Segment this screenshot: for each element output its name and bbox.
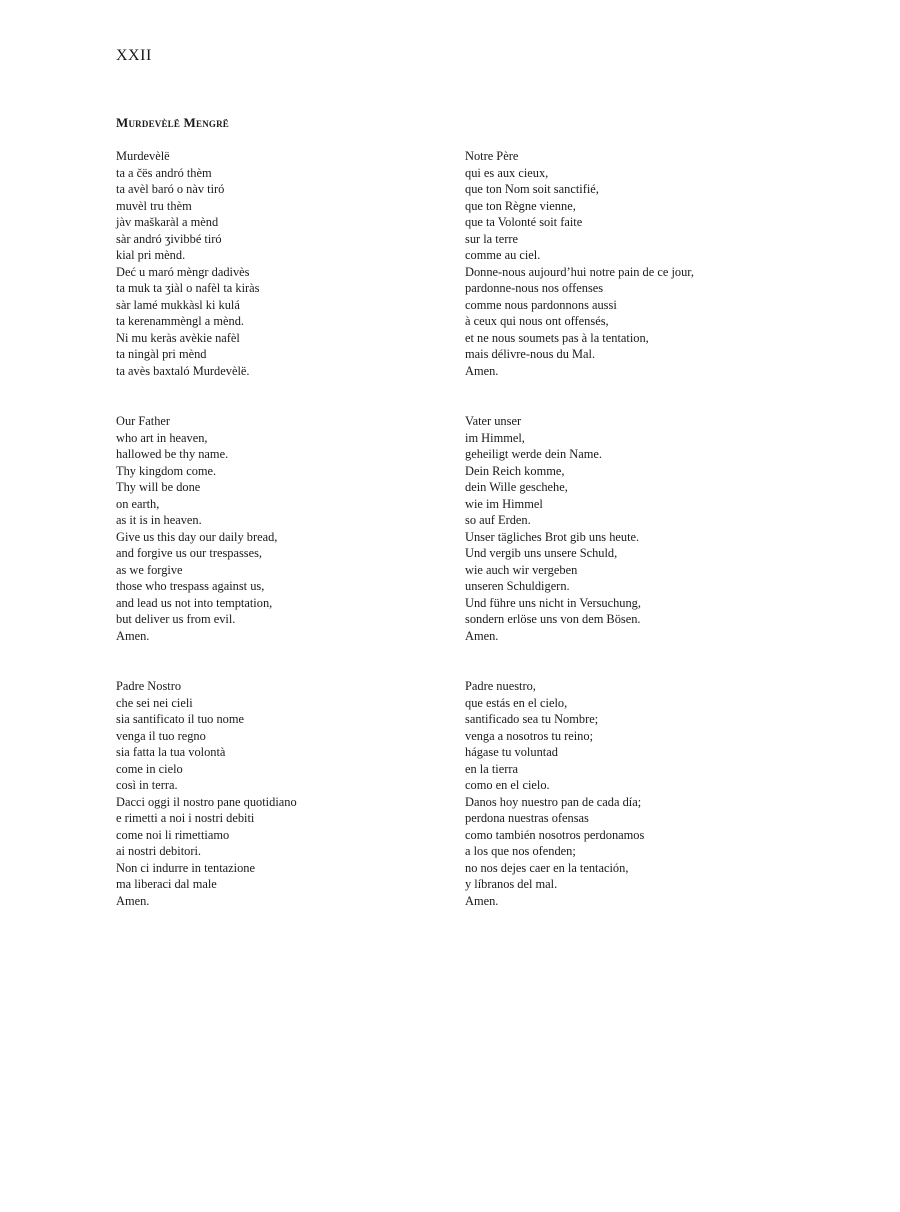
verse-line: ta muk ta ʒiàl o nafèl ta kiràs [116, 281, 260, 295]
verse-line: Our Father [116, 414, 171, 428]
prayer-block-italian [116, 678, 456, 909]
verse-line: Thy kingdom come. [116, 463, 217, 478]
verse-line: Unser tägliches Brot gib uns heute. [465, 529, 640, 544]
verse-line: que ton Règne vienne, [465, 198, 576, 213]
verse-line: à ceux qui nous ont offensés, [465, 314, 609, 328]
verse-line: en la tierra [465, 761, 518, 776]
verse-line: che sei nei cieli [116, 695, 193, 710]
verse-line: ma liberaci dal male [116, 877, 217, 891]
verse-line: sàr andró ʒivibbé tiró [116, 231, 222, 246]
verse-line: ta kerenammèngl a mènd. [116, 314, 244, 328]
verse-line: Deć u maró mèngr dadivès [116, 264, 250, 279]
verse-line: perdona nuestras ofensas [465, 811, 589, 825]
verse-line: Amen. [116, 893, 150, 908]
verse-line: que ta Volonté soit faite [465, 215, 583, 229]
prayer-block-romani [116, 148, 456, 379]
verse-line: venga a nosotros tu reino; [465, 728, 594, 743]
verse-line: e rimetti a noi i nostri debiti [116, 811, 255, 825]
verse-line: sur la terre [465, 231, 518, 246]
verse-line: qui es aux cieux, [465, 165, 549, 180]
verse-line: kial pri mènd. [116, 248, 186, 262]
section-heading: Murdevèlë Mengrë [116, 115, 230, 130]
verse-line: Padre nuestro, [465, 679, 536, 693]
prayer-block-english [116, 413, 456, 644]
verse-line: così in terra. [116, 778, 178, 792]
verse-line: hágase tu voluntad [465, 745, 558, 759]
verse-line: como en el cielo. [465, 778, 550, 792]
verse-line: hallowed be thy name. [116, 447, 229, 461]
verse-line: et ne nous soumets pas à la tentation, [465, 330, 649, 345]
verse-line: Murdevèlë [116, 149, 170, 163]
verse-line: come noi li rimettiamo [116, 827, 230, 842]
verse-line: y líbranos del mal. [465, 877, 558, 891]
verse-line: Und führe uns nicht in Versuchung, [465, 595, 641, 610]
verse-line: but deliver us from evil. [116, 612, 236, 626]
verse-line: Dacci oggi il nostro pane quotidiano [116, 794, 297, 809]
verse-line: Thy will be done [116, 480, 201, 494]
verse-line: mais délivre-nous du Mal. [465, 347, 596, 361]
verse-line: Amen. [465, 893, 499, 908]
verse-line: on earth, [116, 496, 160, 511]
prayer-block-spanish [465, 678, 805, 909]
verse-line: Ni mu keràs avèkie nafèl [116, 330, 240, 345]
prayer-block-french [465, 148, 805, 379]
verse-line: no nos dejes caer en la tentación, [465, 860, 629, 875]
verse-line: dein Wille geschehe, [465, 480, 568, 494]
prayer-block-german [465, 413, 805, 644]
verse-line: ta a čës andró thèm [116, 165, 212, 180]
verse-line: comme nous pardonnons aussi [465, 297, 617, 312]
page-number: XXII [116, 47, 152, 64]
verse-line: as we forgive [116, 562, 183, 577]
verse-line: those who trespass against us, [116, 579, 265, 593]
verse-line: unseren Schuldigern. [465, 579, 570, 593]
verse-line: Give us this day our daily bread, [116, 529, 278, 544]
verse-line: Donne-nous aujourd’hui notre pain de ce jour, [465, 264, 695, 279]
verse-line: venga il tuo regno [116, 728, 206, 743]
verse-line: Notre Père [465, 149, 519, 163]
verse-line: sia fatta la tua volontà [116, 745, 226, 759]
verse-line: ta avèl baró o nàv tiró [116, 182, 225, 196]
verse-line: pardonne-nous nos offenses [465, 281, 604, 295]
verse-line: Dein Reich komme, [465, 463, 565, 478]
verse-line: ta avès baxtaló Murdevèlë. [116, 363, 250, 378]
verse-line: and lead us not into temptation, [116, 595, 273, 610]
verse-line: que estás en el cielo, [465, 695, 568, 710]
verse-line: so auf Erden. [465, 513, 531, 527]
verse-line: jàv maškaràl a mènd [116, 215, 219, 229]
verse-line: sia santificato il tuo nome [116, 712, 245, 726]
verse-line: Amen. [465, 363, 499, 378]
verse-line: as it is in heaven. [116, 513, 202, 527]
verse-line: sàr lamé mukkàsl ki kulá [116, 297, 240, 312]
verse-line: ai nostri debitori. [116, 844, 201, 858]
verse-line: ta ningàl pri mènd [116, 347, 207, 361]
verse-line: Amen. [465, 628, 499, 643]
verse-line: que ton Nom soit sanctifié, [465, 182, 599, 196]
verse-line: Amen. [116, 628, 150, 643]
verse-line: a los que nos ofenden; [465, 844, 576, 858]
verse-line: sondern erlöse uns von dem Bösen. [465, 612, 641, 626]
verse-line: Und vergib uns unsere Schuld, [465, 546, 618, 560]
verse-line: come in cielo [116, 761, 183, 776]
verse-line: Padre Nostro [116, 679, 182, 693]
verse-line: Non ci indurre in tentazione [116, 860, 256, 875]
verse-line: muvèl tru thèm [116, 198, 192, 213]
verse-line: comme au ciel. [465, 248, 541, 262]
verse-line: wie im Himmel [465, 496, 543, 511]
verse-line: im Himmel, [465, 430, 525, 445]
verse-line: Vater unser [465, 414, 522, 428]
verse-line: and forgive us our trespasses, [116, 546, 263, 560]
verse-line: santificado sea tu Nombre; [465, 712, 599, 726]
verse-line: como también nosotros perdonamos [465, 827, 645, 842]
verse-line: Danos hoy nuestro pan de cada día; [465, 794, 642, 809]
verse-line: geheiligt werde dein Name. [465, 447, 602, 461]
verse-line: who art in heaven, [116, 430, 208, 445]
verse-line: wie auch wir vergeben [465, 562, 578, 577]
